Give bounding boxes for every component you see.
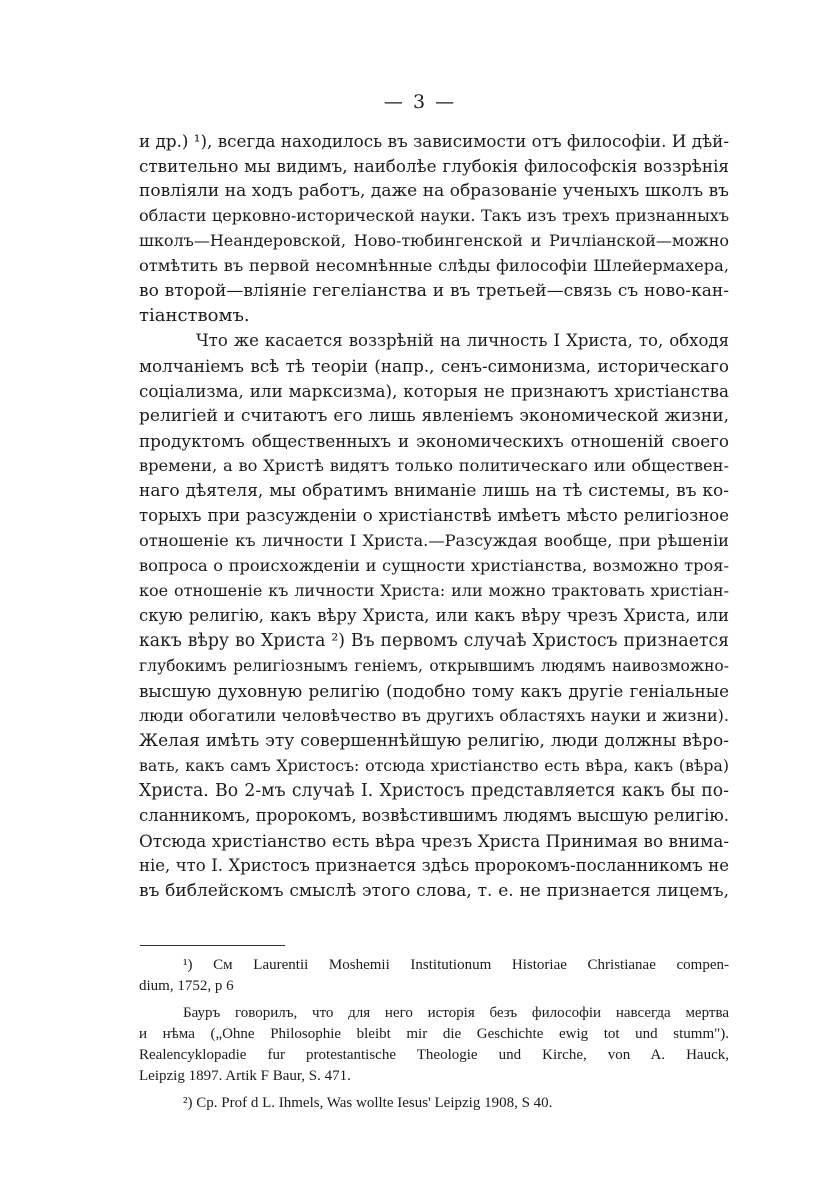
text-line: Желая имѣть эту совершеннѣйшую религію, люди должны вѣро-: [139, 731, 729, 751]
footnote-line: ²) Ср. Prof d L. Ihmels, Was wollte Iesus' Leipzig 1908, S 40.: [183, 1095, 553, 1111]
text-line: ствительно мы видимъ, наиболѣе глубокія философскія воззрѣнія: [139, 156, 729, 176]
text-line: въ библейскомъ смыслѣ этого слова, т. е. не признается лицемъ,: [139, 881, 729, 901]
footnote-line: Realencyklopadie fur protestantische Theologie und Kirche, von A. Hauck,: [139, 1047, 729, 1063]
text-line: кое отношеніе къ личности Христа: или можно трактовать христіан-: [139, 581, 729, 600]
text-line: и др.) ¹), всегда находилось въ зависимости отъ философіи. И дѣй-: [139, 131, 729, 151]
footnote-line: и нѣма („Ohne Philosophie bleibt mir die Geschichte ewig tot und stumm").: [139, 1026, 729, 1042]
footnote-line: Leipzig 1897. Artik F Baur, S. 471.: [139, 1068, 351, 1084]
page-number: — 3 —: [383, 91, 457, 113]
text-line: тіанствомъ.: [139, 305, 250, 326]
text-line: области церковно-исторической науки. Такъ изъ трехъ признанныхъ: [139, 206, 729, 225]
text-line: повліяли на ходъ работъ, даже на образованіе ученыхъ школъ въ: [139, 181, 729, 201]
text-line: скую религію, какъ вѣру Христа, или какъ вѣру чрезъ Христа, или: [139, 606, 729, 625]
text-line: Что же касается воззрѣній на личность I Христа, то, обходя: [196, 331, 729, 350]
footnote-line: dium, 1752, p 6: [139, 978, 234, 994]
footnote-line: Бауръ говорилъ, что для него исторія безъ философіи навсегда мертва: [183, 1005, 729, 1021]
text-line: отмѣтить въ первой несомнѣнные слѣды философіи Шлейермахера,: [139, 256, 729, 275]
text-line: соціализма, или марксизма), которыя не признаютъ христіанства: [139, 381, 729, 401]
text-line: Христа. Во 2-мъ случаѣ I. Христосъ представляется какъ бы по-: [139, 781, 729, 801]
text-line: молчаніемъ всѣ тѣ теоріи (напр., сенъ-симонизма, историческаго: [139, 356, 729, 376]
text-line: какъ вѣру во Христа ²) Въ первомъ случаѣ Христосъ признается: [139, 631, 729, 651]
text-line: сланникомъ, пророкомъ, возвѣстившимъ людямъ высшую религію.: [139, 806, 729, 825]
text-line: вопроса о происхожденіи и сущности христіанства, возможно троя-: [139, 556, 729, 575]
text-line: отношеніе къ личности I Христа.—Разсуждая вообще, при рѣшеніи: [139, 531, 729, 550]
text-line: наго дѣятеля, мы обратимъ вниманіе лишь на тѣ системы, въ ко-: [139, 481, 729, 501]
text-line: торыхъ при разсужденіи о христіанствѣ имѣетъ мѣсто религіозное: [139, 506, 729, 525]
text-line: времени, а во Христѣ видятъ только политическаго или обществен-: [139, 456, 729, 475]
text-line: люди обогатили человѣчество въ другихъ областяхъ науки и жизни).: [139, 706, 729, 725]
text-line: высшую духовную религію (подобно тому какъ другіе геніальные: [139, 681, 729, 701]
text-line: вать, какъ самъ Христосъ: отсюда христіанство есть вѣра, какъ (вѣра): [139, 756, 729, 775]
text-line: глубокимъ религіознымъ геніемъ, открывшимъ людямъ наивозможно-: [139, 657, 729, 675]
text-line: Отсюда христіанство есть вѣра чрезъ Христа Принимая во внима-: [139, 831, 729, 851]
text-line: продуктомъ общественныхъ и экономическихъ отношеній своего: [139, 431, 729, 451]
text-line: во второй—вліяніе гегеліанства и въ третьей—связь съ ново-кан-: [139, 281, 729, 301]
footnote-line: ¹) См Laurentii Moshemii Institutionum Historiae Christianae compen-: [183, 957, 729, 973]
text-line: школъ—Неандеровской, Ново-тюбингенской и Ричлiанской—можно: [139, 231, 729, 250]
text-line: религіей и считаютъ его лишь явленіемъ экономической жизни,: [139, 406, 729, 426]
text-line: ніе, что I. Христосъ признается здѣсь пророкомъ-посланникомъ не: [139, 856, 729, 875]
footnote-separator: [140, 945, 285, 946]
